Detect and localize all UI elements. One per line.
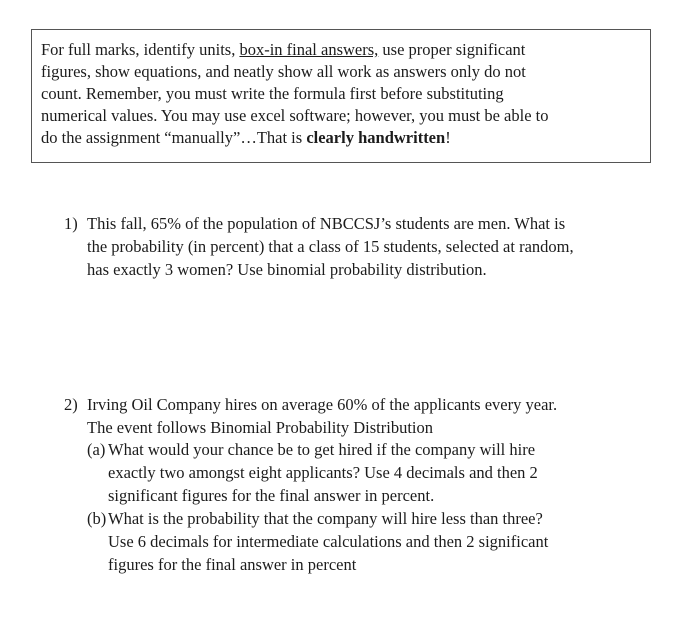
instructions-line-3: count. Remember, you must write the formula first before substituting [41, 84, 504, 103]
instructions-line-4: numerical values. You may use excel software; however, you must be able to [41, 106, 549, 125]
instructions-line-1 [41, 39, 640, 61]
instructions-line-5-pre: do the assignment “manually”…That is [41, 128, 307, 147]
question-2a-line-3: significant figures for the final answer in percent. [108, 486, 435, 505]
question-2b-line-2: Use 6 decimals for intermediate calculations and then 2 significant [108, 532, 549, 551]
question-2b-label: (b) [87, 509, 107, 528]
question-2b-line-3: figures for the final answer in percent [108, 555, 357, 574]
instructions-box [31, 29, 651, 163]
instructions-line-2: figures, show equations, and neatly show all work as answers only do not [41, 62, 526, 81]
question-1-number: 1) [64, 214, 78, 233]
instructions-line-1-pre: For full marks, identify units, [41, 40, 240, 59]
question-1-line-1: This fall, 65% of the population of NBCCSJ’s students are men. What is [87, 214, 566, 233]
instructions-bold-text: clearly handwritten [306, 128, 446, 147]
question-2-line-2: The event follows Binomial Probability Distribution [87, 418, 434, 437]
instructions-underlined-text: box-in final answers, [239, 40, 379, 59]
question-2-number: 2) [64, 395, 78, 414]
question-2a-line-1: What would your chance be to get hired if the company will hire [108, 440, 536, 459]
question-2-line-1: Irving Oil Company hires on average 60% of the applicants every year. [87, 395, 558, 414]
question-2a-label: (a) [87, 440, 106, 459]
question-2a-line-2: exactly two amongst eight applicants? Use 4 decimals and then 2 [108, 463, 538, 482]
question-2b-line-1: What is the probability that the company will hire less than three? [108, 509, 543, 528]
instructions-line-5 [41, 127, 640, 149]
question-1-line-2: the probability (in percent) that a class of 15 students, selected at random, [87, 237, 574, 256]
instructions-line-1-post: use proper significant [378, 40, 526, 59]
instructions-line-5-post: ! [445, 128, 451, 147]
question-1-line-3: has exactly 3 women? Use binomial probability distribution. [87, 260, 487, 279]
